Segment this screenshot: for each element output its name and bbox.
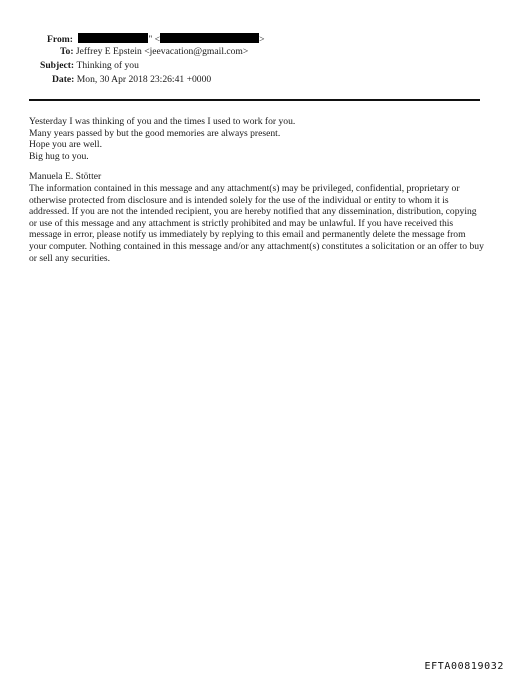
from-row xyxy=(47,33,265,46)
redacted-sender-address xyxy=(160,33,259,43)
message-line: Yesterday I was thinking of you and the times I used to work for you. xyxy=(29,116,296,127)
message-line: Hope you are well. xyxy=(29,139,102,151)
header-divider xyxy=(29,99,480,101)
to-label: To: xyxy=(60,46,74,57)
message-line: Big hug to you. xyxy=(29,150,89,162)
to-row xyxy=(60,46,248,58)
subject-label: Subject: xyxy=(40,60,75,71)
redacted-sender-name xyxy=(78,33,148,43)
date-row xyxy=(52,74,211,86)
to-value: Jeffrey E Epstein <jeevacation@gmail.com> xyxy=(75,46,249,57)
message-body xyxy=(29,116,295,162)
bates-number: EFTA00819032 xyxy=(424,661,504,672)
signature xyxy=(29,171,101,183)
subject-value: Thinking of you xyxy=(76,60,139,71)
date-label: Date: xyxy=(52,74,75,85)
legal-disclaimer: The information contained in this message and any attachment(s) may be privileged, confidential, proprietary or otherwise protected from disclosure and is intended solely for the use of the individual or entity to whom it is addressed. If you are not the intended recipient, you are hereby notified that any dissemination, distribution, copying or use of this message and any attachment is strictly prohibited and may be unlawful. If you have received this message in error, please notify us immediately by replying to this email and permanently delete the message from your computer. Nothing contained in this message and/or any attachment(s) constitutes a solicitation or an offer to buy or sell any securities. xyxy=(29,183,484,264)
from-label: From: xyxy=(47,34,73,45)
date-value: Mon, 30 Apr 2018 23:26:41 +0000 xyxy=(76,74,212,85)
from-end: > xyxy=(259,34,265,45)
signature-name: Manuela E. Stötter xyxy=(29,171,102,182)
message-line: Many years passed by but the good memories are always present. xyxy=(29,127,281,139)
from-separator: " < xyxy=(148,34,161,45)
subject-row xyxy=(40,60,139,72)
